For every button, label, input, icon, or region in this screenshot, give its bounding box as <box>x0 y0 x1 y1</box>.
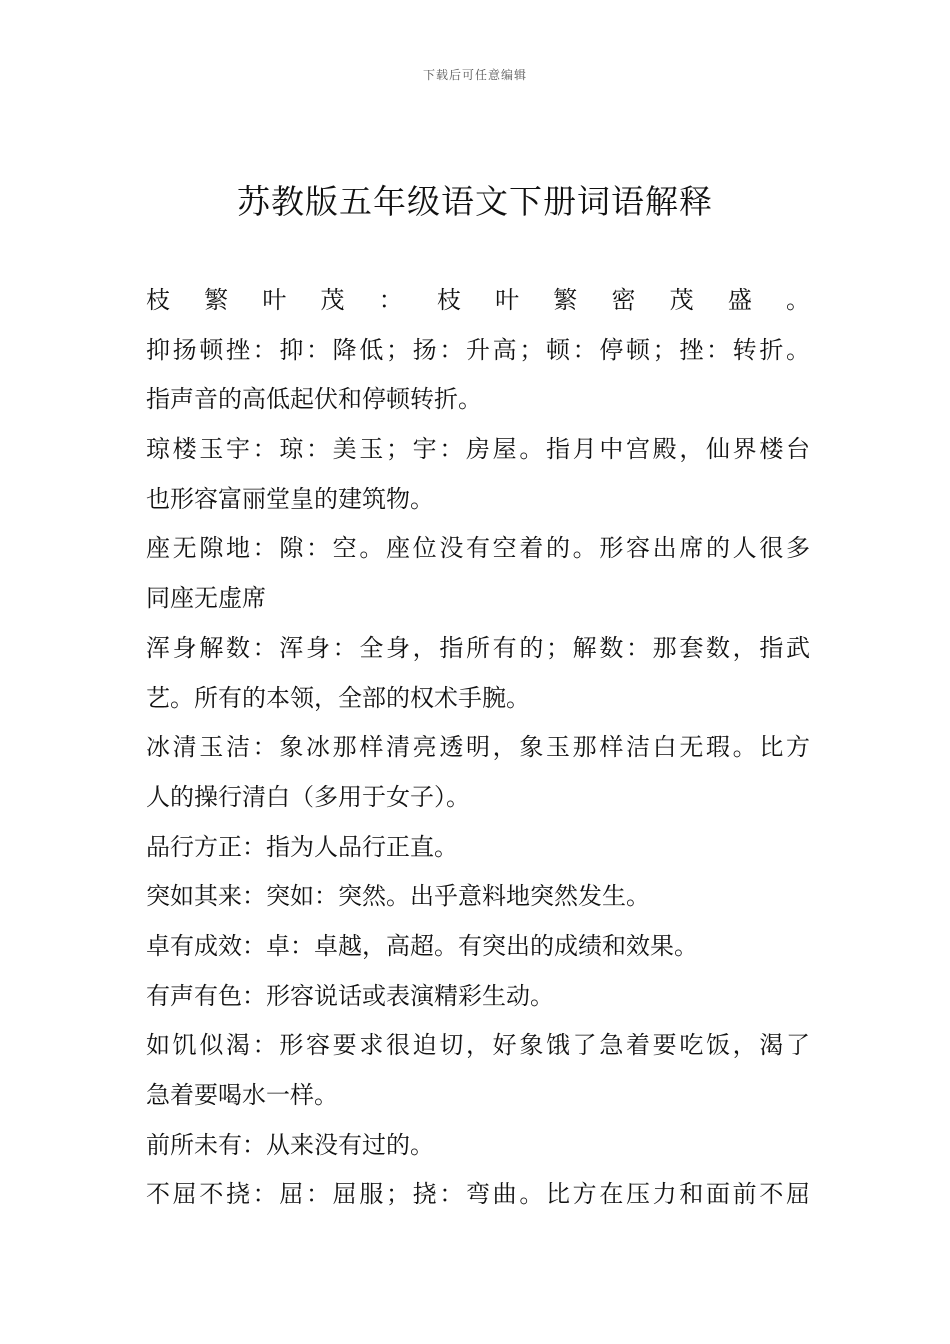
text-line: 艺。所有的本领，全部的权术手腕。 <box>146 683 530 712</box>
text-line: 也形容富丽堂皇的建筑物。 <box>146 484 434 513</box>
text-line: 前所未有：从来没有过的。 <box>146 1130 434 1159</box>
watermark-header: 下载后可任意编辑 <box>422 68 527 82</box>
text-line: 琼楼玉宇：琼：美玉；宇：房屋。指月中宫殿，仙界楼台 <box>146 435 810 464</box>
document-title: 苏教版五年级语文下册词语解释 <box>237 182 713 221</box>
text-line: 有声有色：形容说话或表演精彩生动。 <box>146 981 554 1010</box>
text-line: 人的操行清白（多用于女子）。 <box>146 782 470 811</box>
text-line: 指声音的高低起伏和停顿转折。 <box>146 385 482 414</box>
document-body <box>146 276 810 1220</box>
text-line: 浑身解数：浑身：全身，指所有的；解数：那套数，指武 <box>146 633 810 662</box>
text-line: 突如其来：突如：突然。出乎意料地突然发生。 <box>146 882 650 911</box>
text-line: 座无隙地：隙：空。座位没有空着的。形容出席的人很多 <box>146 534 810 563</box>
text-line: 不屈不挠：屈：屈服；挠：弯曲。比方在压力和面前不屈 <box>146 1180 810 1209</box>
text-line: 急着要喝水一样。 <box>146 1081 338 1109</box>
text-line: 枝繁叶茂：枝叶繁密茂盛。 <box>146 286 810 314</box>
text-line: 同座无虚席 <box>146 584 266 613</box>
text-line: 抑扬顿挫：抑：降低；扬：升高；顿：停顿；挫：转折。 <box>146 335 810 364</box>
text-line: 如饥似渴：形容要求很迫切，好象饿了急着要吃饭，渴了 <box>146 1031 810 1060</box>
text-line: 冰清玉洁：象冰那样清亮透明，象玉那样洁白无瑕。比方 <box>146 733 810 762</box>
text-line: 卓有成效：卓：卓越，高超。有突出的成绩和效果。 <box>146 931 698 960</box>
text-line: 品行方正：指为人品行正直。 <box>146 832 458 861</box>
